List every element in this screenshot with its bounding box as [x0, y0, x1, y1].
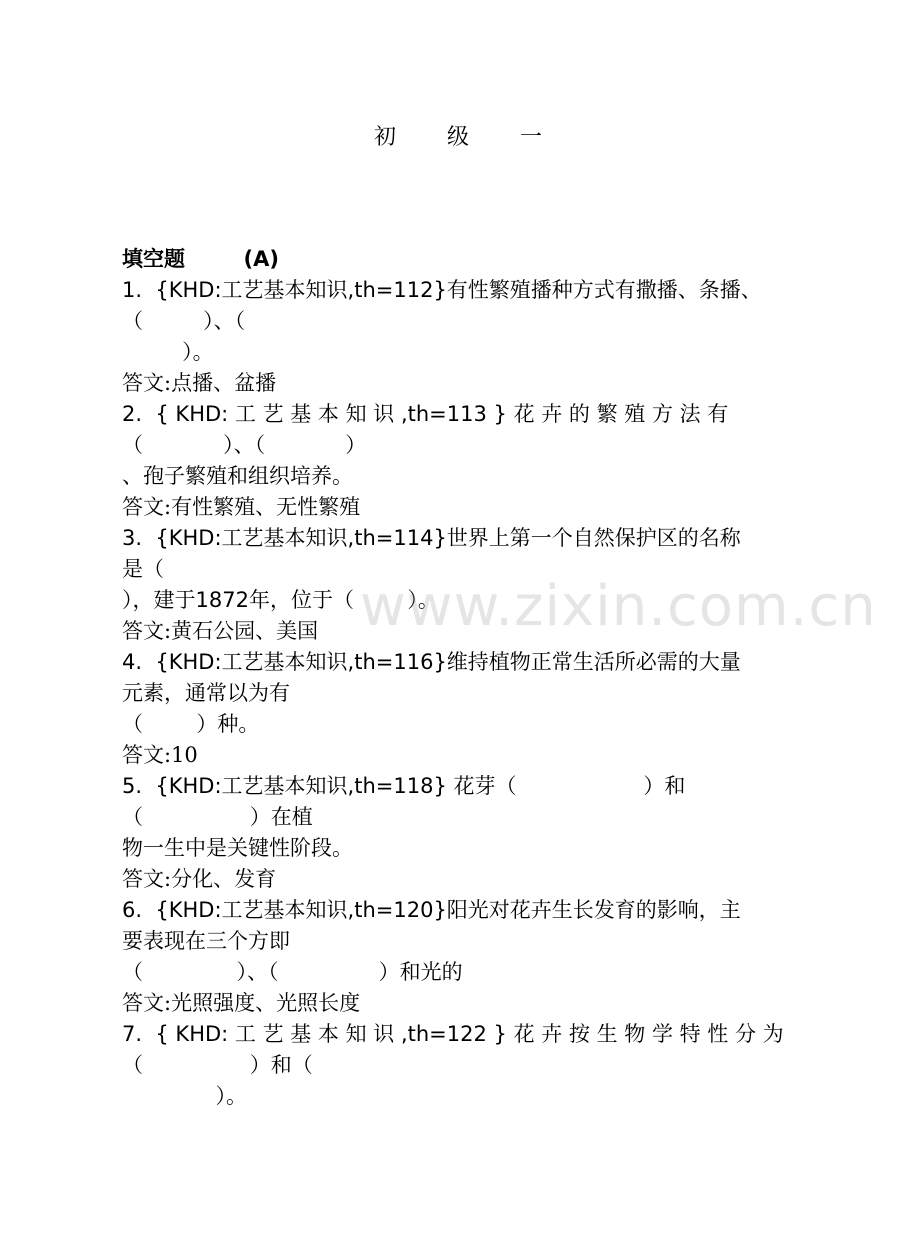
question-line: 要表现在三个方即 — [122, 929, 290, 953]
question-line: （ ）、（ ）和光的 — [122, 960, 463, 984]
question-line: 物一生中是关键性阶段。 — [122, 836, 353, 860]
question-list — [122, 275, 812, 1112]
watermark: www.zixin.com.cn — [360, 574, 877, 639]
question-line: 5. {KHD:工艺基本知识,th=118} 花芽（ ）和 — [122, 774, 686, 798]
question-line: （ ）和（ — [122, 1053, 313, 1077]
question-line: （ ）在植 — [122, 805, 313, 829]
question-line: （ ）种。 — [122, 712, 260, 736]
document-title: 初 级 一 — [374, 125, 564, 150]
question-line: ），建于1872年，位于（ ）。 — [122, 588, 439, 612]
question-line: 、孢子繁殖和组织培养。 — [122, 464, 353, 488]
question-line: 元素，通常以为有 — [122, 681, 290, 705]
question-line: ）。 — [122, 340, 214, 364]
answer-line: 答文:分化、发育 — [122, 867, 277, 891]
question-line: （ ）、（ — [122, 309, 246, 333]
question-line: 4. {KHD:工艺基本知识,th=116}维持植物正常生活所必需的大量 — [122, 650, 741, 674]
question-line: ）。 — [122, 1084, 247, 1108]
section-heading: 填空题 (A) — [122, 247, 279, 271]
answer-line: 答文:点播、盆播 — [122, 371, 277, 395]
document-body — [122, 244, 812, 1112]
question-line: 6. {KHD:工艺基本知识,th=120}阳光对花卉生长发育的影响，主 — [122, 898, 741, 922]
question-line: 是（ — [122, 557, 164, 581]
answer-line: 答文:有性繁殖、无性繁殖 — [122, 495, 361, 519]
answer-line: 答文:10 — [122, 743, 198, 767]
answer-line: 答文:光照强度、光照长度 — [122, 991, 361, 1015]
answer-line: 答文:黄石公园、美国 — [122, 619, 319, 643]
question-line: 1. {KHD:工艺基本知识,th=112}有性繁殖播种方式有撒播、条播、 — [122, 278, 762, 302]
question-line: 2. { KHD: 工 艺 基 本 知 识 ,th=113 } 花 卉 的 繁 殖 方 法 有 — [122, 402, 729, 426]
question-line: 7. { KHD: 工 艺 基 本 知 识 ,th=122 } 花 卉 按 生 物 学 特 性 分 为 — [122, 1022, 784, 1046]
question-line: （ ）、（ ） — [122, 433, 367, 457]
question-line: 3. {KHD:工艺基本知识,th=114}世界上第一个自然保护区的名称 — [122, 526, 741, 550]
